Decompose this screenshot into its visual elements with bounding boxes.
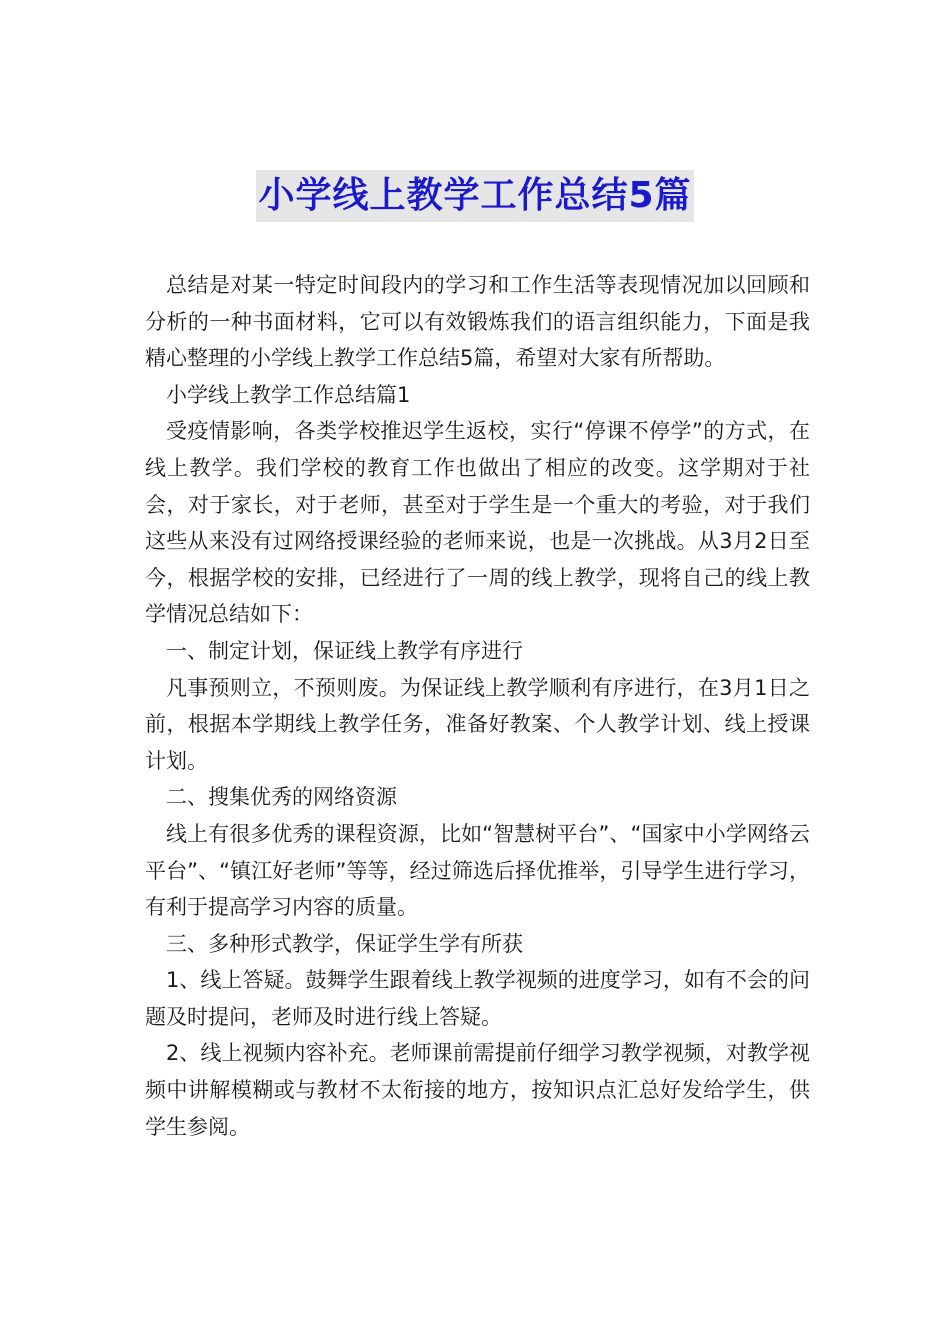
subheading-multiple-forms: 三、多种形式教学，保证学生学有所获 [166,931,523,956]
document-title: 小学线上教学工作总结5篇 [256,170,693,222]
title-container [0,170,950,222]
body-paragraph: 受疫情影响，各类学校推迟学生返校，实行“停课不停学”的方式，在线上教学。我们学校的教育工作也做出了相应的改变。这学期对于社会，对于家长，对于老师，甚至对于学生是一个重大的考验，对于我们这些从来没有过网络授课经验的老师来说，也是一次挑战。从3月2日至今，根据学校的安排，已经进行了一周的线上教学，现将自己的线上教学情况总结如下： [145,419,810,627]
section-heading-part-1: 小学线上教学工作总结篇1 [166,382,411,407]
intro-paragraph: 总结是对某一特定时间段内的学习和工作生活等表现情况加以回顾和分析的一种书面材料，它可以有效锻炼我们的语言组织能力，下面是我精心整理的小学线上教学工作总结5篇，希望对大家有所帮助。 [145,273,810,371]
list-item: 1、线上答疑。鼓舞学生跟着线上教学视频的进度学习，如有不会的问题及时提问，老师及时进行线上答疑。 [145,968,810,1029]
list-item: 2、线上视频内容补充。老师课前需提前仔细学习教学视频，对教学视频中讲解模糊或与教材不太衔接的地方，按知识点汇总好发给学生，供学生参阅。 [145,1041,810,1139]
subheading-make-plan: 一、制定计划，保证线上教学有序进行 [166,638,523,663]
body-paragraph: 线上有很多优秀的课程资源，比如“智慧树平台”、“国家中小学网络云平台”、“镇江好老师”等等，经过筛选后择优推举，引导学生进行学习，有利于提高学习内容的质量。 [145,821,810,920]
body-paragraph: 凡事预则立，不预则废。为保证线上教学顺利有序进行，在3月1日之前，根据本学期线上教学任务，准备好教案、个人教学计划、线上授课计划。 [145,675,810,773]
subheading-collect-resources: 二、搜集优秀的网络资源 [166,785,397,810]
document-body [145,267,810,1145]
